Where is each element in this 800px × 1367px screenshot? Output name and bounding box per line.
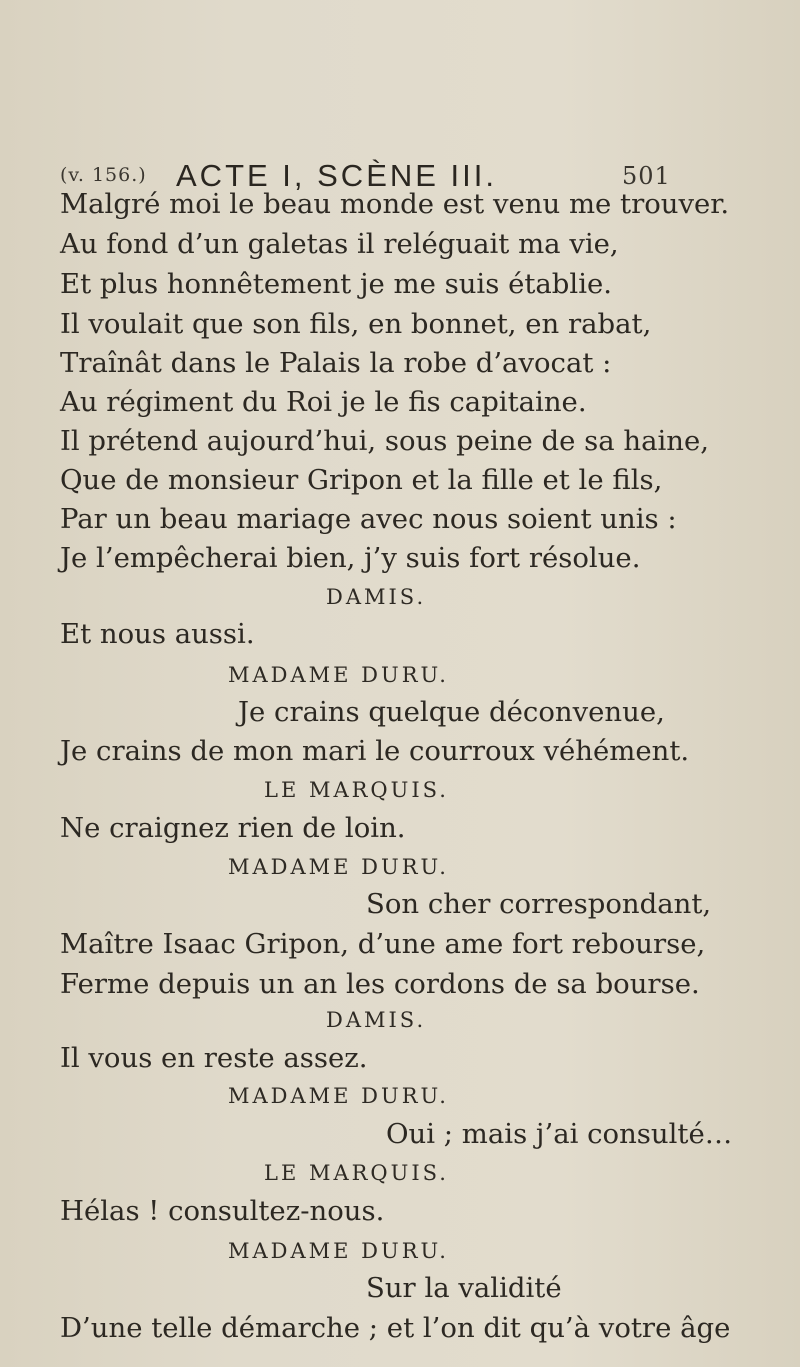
verse-line: Malgré moi le beau monde est venu me trouver.: [60, 188, 730, 220]
speaker-name: MADAME DURU.: [228, 1084, 449, 1108]
verse-line: Son cher correspondant,: [366, 888, 712, 920]
verse-line: D’une telle démarche ; et l’on dit qu’à votre âge: [60, 1312, 731, 1344]
verse-line: Il prétend aujourd’hui, sous peine de sa haine,: [60, 425, 710, 457]
verse-line: Sur la validité: [366, 1272, 562, 1304]
verse-line: Il vous en reste assez.: [60, 1042, 368, 1074]
verse-line: Maître Isaac Gripon, d’une ame fort rebourse,: [60, 928, 706, 960]
verse-line: Par un beau mariage avec nous soient unis :: [60, 503, 677, 535]
verse-line: Traînât dans le Palais la robe d’avocat :: [60, 347, 612, 379]
verse-line: Et plus honnêtement je me suis établie.: [60, 268, 613, 300]
verse-line: Au fond d’un galetas il reléguait ma vie,: [60, 228, 619, 260]
verse-line: Je crains quelque déconvenue,: [238, 696, 665, 728]
speaker-name: MADAME DURU.: [228, 855, 449, 879]
verse-line: Et nous aussi.: [60, 618, 255, 650]
act-scene-title: ACTE I, SCÈNE III.: [176, 158, 497, 193]
speaker-name: LE MARQUIS.: [264, 778, 449, 802]
verse-line: Au régiment du Roi je le fis capitaine.: [60, 386, 587, 418]
verse-line: Ferme depuis un an les cordons de sa bourse.: [60, 968, 700, 1000]
verse-line: Ne craignez rien de loin.: [60, 812, 406, 844]
speaker-name: DAMIS.: [326, 585, 427, 609]
speaker-name: DAMIS.: [326, 1008, 427, 1032]
verse-line: Je crains de mon mari le courroux véhément.: [60, 735, 690, 767]
speaker-name: LE MARQUIS.: [264, 1161, 449, 1185]
verse-line: Il voulait que son fils, en bonnet, en rabat,: [60, 308, 652, 340]
verse-line: Oui ; mais j’ai consulté…: [386, 1118, 733, 1150]
page-number: 501: [622, 162, 671, 190]
verse-line: Hélas ! consultez-nous.: [60, 1195, 385, 1227]
verse-line: Que de monsieur Gripon et la fille et le fils,: [60, 464, 663, 496]
verse-reference: (v. 156.): [60, 164, 147, 186]
speaker-name: MADAME DURU.: [228, 663, 449, 687]
speaker-name: MADAME DURU.: [228, 1239, 449, 1263]
verse-line: Je l’empêcherai bien, j’y suis fort résolue.: [60, 542, 641, 574]
